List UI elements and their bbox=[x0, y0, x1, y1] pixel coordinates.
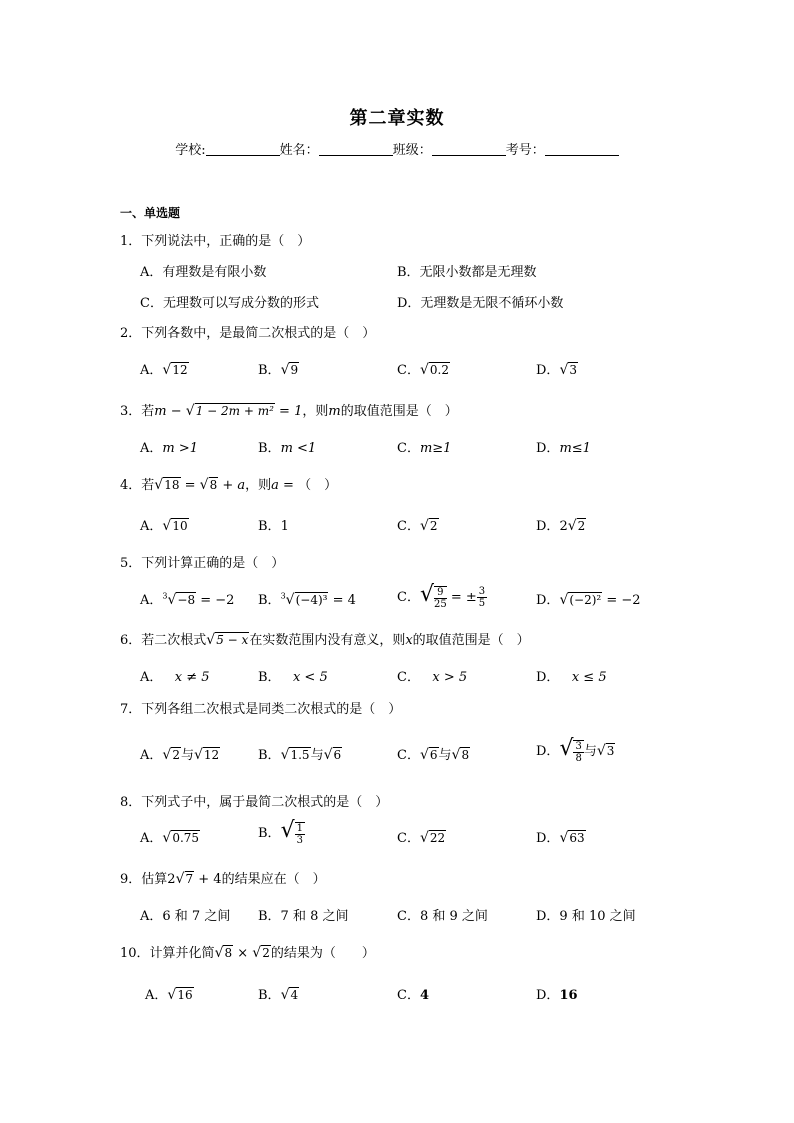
q1-option-d[interactable]: D．无理数是无限不循环小数 bbox=[397, 296, 564, 311]
q9-option-c[interactable]: C．8 和 9 之间 bbox=[397, 909, 488, 924]
sqrt-expression: √12 bbox=[193, 747, 220, 763]
option-value: m >1 bbox=[162, 441, 199, 456]
option-letter: A． bbox=[140, 831, 163, 846]
sqrt-expression: √0.75 bbox=[162, 830, 200, 846]
q1-option-b[interactable]: B．无限小数都是无理数 bbox=[397, 265, 537, 280]
radicand: 2 bbox=[577, 519, 586, 533]
question-text: 下列说法中，正确的是（ ） bbox=[141, 234, 311, 249]
math-term: + 4 bbox=[194, 872, 222, 887]
radicand: 6 bbox=[333, 748, 342, 762]
math-term: m − bbox=[154, 404, 186, 419]
sqrt-expression: √10 bbox=[162, 518, 188, 534]
radicand: 0.2 bbox=[429, 363, 449, 377]
sqrt-expression: √4 bbox=[280, 987, 299, 1003]
sqrt-expression: √3 bbox=[596, 743, 615, 759]
option-letter: D． bbox=[536, 988, 560, 1003]
option-letter: B． bbox=[258, 519, 281, 534]
math-variable: x bbox=[405, 633, 413, 648]
radicand: 8 bbox=[209, 478, 218, 492]
radicand: 9 bbox=[290, 363, 299, 377]
connector: 与 bbox=[583, 744, 597, 759]
question-text: 计算并化简 bbox=[149, 946, 215, 961]
radicand: 12 bbox=[172, 363, 188, 377]
radicand: 2 bbox=[262, 946, 270, 960]
radicand: 63 bbox=[569, 831, 585, 845]
option-value: 16 bbox=[559, 988, 578, 1003]
question-number: 7． bbox=[120, 702, 142, 717]
question-text: 在实数范围内没有意义，则 bbox=[249, 633, 406, 648]
question-text: 若 bbox=[141, 404, 155, 419]
sqrt-expression: √9 bbox=[280, 362, 299, 378]
numerator: 3 bbox=[575, 740, 582, 752]
sqrt-expression: √2 bbox=[162, 747, 180, 763]
sqrt-expression: √7 bbox=[175, 871, 194, 887]
question-text: 下列各组二次根式是同类二次根式的是（ ） bbox=[141, 702, 402, 717]
sqrt-expression: √8 bbox=[451, 747, 470, 763]
q6-option-c[interactable] bbox=[397, 666, 467, 685]
result: = −2 bbox=[196, 593, 235, 608]
q3-option-a[interactable] bbox=[140, 437, 198, 456]
connector: 与 bbox=[180, 748, 194, 763]
option-letter: B． bbox=[258, 441, 281, 456]
q5-option-c[interactable] bbox=[397, 582, 487, 610]
q1-option-c[interactable]: C．无理数可以写成分数的形式 bbox=[140, 296, 319, 311]
q10-option-b[interactable] bbox=[258, 984, 299, 1003]
question-2 bbox=[120, 322, 375, 341]
sqrt-expression: √18 bbox=[154, 477, 180, 493]
radicand: 3 bbox=[606, 744, 615, 758]
q10-option-d[interactable] bbox=[536, 984, 578, 1003]
radicand: 1.5 bbox=[290, 748, 310, 762]
sqrt-expression: √6 bbox=[323, 747, 342, 763]
option-value: x > 5 bbox=[432, 670, 468, 685]
option-letter: B． bbox=[258, 988, 281, 1003]
sqrt-expression: √1.5 bbox=[280, 747, 310, 763]
question-text: 若 bbox=[141, 478, 155, 493]
root-index: 3 bbox=[162, 591, 168, 601]
math-term: = 1 bbox=[274, 404, 303, 419]
q3-option-c[interactable] bbox=[397, 437, 451, 456]
q10-option-a[interactable] bbox=[145, 984, 194, 1003]
radicand: 10 bbox=[172, 519, 188, 533]
question-number: 4． bbox=[120, 478, 142, 493]
radicand: 8 bbox=[461, 748, 470, 762]
q6-option-a[interactable] bbox=[140, 666, 210, 685]
radicand: 5 − x bbox=[216, 633, 249, 647]
q4-option-c[interactable] bbox=[397, 515, 439, 534]
result: = −2 bbox=[602, 593, 641, 608]
question-text: 估算 bbox=[141, 872, 168, 887]
q5-option-d[interactable] bbox=[536, 589, 641, 608]
sqrt-expression: √12 bbox=[162, 362, 188, 378]
option-letter: D． bbox=[536, 519, 560, 534]
connector: 与 bbox=[310, 748, 324, 763]
question-number: 8． bbox=[120, 795, 142, 810]
radicand: 7 bbox=[185, 872, 194, 886]
option-letter: D． bbox=[536, 593, 560, 608]
option-letter: C． bbox=[397, 748, 420, 763]
radicand: −8 bbox=[177, 593, 196, 607]
question-text: 若二次根式 bbox=[141, 633, 207, 648]
option-letter: B． bbox=[258, 670, 281, 685]
option-value: x ≠ 5 bbox=[174, 670, 210, 685]
option-letter: A． bbox=[140, 593, 163, 608]
question-text: 下列式子中，属于最简二次根式的是（ ） bbox=[141, 795, 389, 810]
question-text: 的取值范围是（ ） bbox=[340, 404, 458, 419]
option-value: m≤1 bbox=[559, 441, 591, 456]
q7-option-b[interactable] bbox=[258, 744, 342, 763]
question-9 bbox=[120, 868, 326, 887]
radicand: 18 bbox=[164, 478, 180, 492]
sqrt-fraction: √ $\frac{9}{25}$ bbox=[419, 582, 447, 610]
question-number: 2． bbox=[120, 326, 142, 341]
question-number: 3． bbox=[120, 404, 142, 419]
q9-option-a[interactable]: A．6 和 7 之间 bbox=[140, 909, 231, 924]
question-text: 下列各数中，是最简二次根式的是（ ） bbox=[141, 326, 376, 341]
name-label: 姓名： bbox=[279, 143, 319, 158]
q4-option-d[interactable] bbox=[536, 515, 586, 534]
option-value: x ≤ 5 bbox=[571, 670, 607, 685]
option-letter: D． bbox=[536, 831, 560, 846]
question-number: 6． bbox=[120, 633, 142, 648]
option-letter: B． bbox=[258, 593, 281, 608]
question-8 bbox=[120, 791, 388, 810]
sqrt-expression: √5 − x bbox=[206, 632, 249, 648]
radicand: 1 − 2m + m² bbox=[195, 404, 274, 418]
q3-option-d[interactable] bbox=[536, 437, 591, 456]
question-text: 的取值范围是（ ） bbox=[412, 633, 530, 648]
q2-option-a[interactable] bbox=[140, 359, 189, 378]
cbrt-expression: √−8 bbox=[167, 592, 196, 608]
name-blank[interactable] bbox=[319, 141, 393, 156]
option-letter: D． bbox=[536, 441, 560, 456]
q3-option-b[interactable] bbox=[258, 437, 316, 456]
sqrt-fraction: √ $\frac{1}{3}$ bbox=[280, 818, 303, 846]
question-number: 5． bbox=[120, 556, 142, 571]
radicand: 2 bbox=[429, 519, 438, 533]
option-letter: C． bbox=[397, 988, 420, 1003]
q6-option-d[interactable] bbox=[536, 666, 607, 685]
q8-option-a[interactable] bbox=[140, 827, 200, 846]
radicand: 3 bbox=[569, 363, 577, 377]
option-value: m≥1 bbox=[419, 441, 452, 456]
question-number: 9． bbox=[120, 872, 142, 887]
option-value: 1 bbox=[280, 519, 289, 534]
connector: 与 bbox=[438, 748, 452, 763]
coefficient: 2 bbox=[167, 872, 176, 887]
question-text: 下列计算正确的是（ ） bbox=[141, 556, 285, 571]
q5-option-a[interactable] bbox=[140, 589, 234, 608]
question-number: 10． bbox=[120, 946, 150, 961]
option-letter: B． bbox=[258, 826, 281, 841]
question-text: （ ） bbox=[298, 478, 338, 493]
option-letter: A． bbox=[140, 519, 163, 534]
radicand: 22 bbox=[429, 831, 446, 845]
question-3 bbox=[120, 400, 458, 419]
sqrt-expression: √6 bbox=[419, 747, 438, 763]
radicand: 8 bbox=[224, 946, 233, 960]
math-variable: m bbox=[328, 404, 341, 419]
q7-option-a[interactable] bbox=[140, 744, 220, 763]
sqrt-expression: √63 bbox=[559, 830, 585, 846]
class-label: 班级： bbox=[392, 143, 432, 158]
option-letter: B． bbox=[258, 363, 281, 378]
denominator: 5 bbox=[478, 598, 486, 609]
sqrt-expression: √3 bbox=[559, 362, 577, 378]
option-value: m <1 bbox=[280, 441, 317, 456]
option-value: 4 bbox=[419, 988, 429, 1003]
option-value: x < 5 bbox=[292, 670, 328, 685]
option-letter: C． bbox=[397, 670, 420, 685]
question-10 bbox=[120, 942, 375, 961]
q2-option-b[interactable] bbox=[258, 359, 299, 378]
number-label: 考号： bbox=[505, 143, 545, 158]
option-letter: B． bbox=[258, 748, 281, 763]
question-5 bbox=[120, 552, 284, 571]
question-text: 的结果应在（ ） bbox=[221, 872, 326, 887]
q10-option-c[interactable] bbox=[397, 984, 429, 1003]
option-letter: D． bbox=[536, 363, 560, 378]
sqrt-expression: √1 − 2m + m² bbox=[185, 403, 274, 419]
question-7 bbox=[120, 698, 401, 717]
cbrt-expression: √(−4)³ bbox=[285, 592, 328, 608]
sqrt-expression: √2 bbox=[419, 518, 438, 534]
option-letter: A． bbox=[145, 988, 168, 1003]
q2-option-d[interactable] bbox=[536, 359, 578, 378]
sqrt-expression: √(−2)² bbox=[559, 592, 602, 608]
school-label: 学校: bbox=[175, 143, 206, 158]
option-letter: A． bbox=[140, 441, 163, 456]
math-term: + a bbox=[218, 478, 246, 493]
sqrt-expression: √8 bbox=[214, 945, 233, 961]
q2-option-c[interactable] bbox=[397, 359, 450, 378]
math-term: × bbox=[233, 946, 253, 961]
question-6 bbox=[120, 629, 530, 648]
radicand: 6 bbox=[429, 748, 438, 762]
q8-option-b[interactable] bbox=[258, 818, 305, 846]
numerator: 9 bbox=[434, 587, 447, 599]
option-letter: D． bbox=[536, 744, 560, 759]
q7-option-d[interactable] bbox=[536, 736, 615, 764]
option-letter: A． bbox=[140, 363, 163, 378]
radicand: 0.75 bbox=[172, 831, 200, 845]
result: = ± bbox=[446, 590, 477, 605]
page-title: 第二章实数 bbox=[349, 108, 445, 129]
q9-option-d[interactable]: D．9 和 10 之间 bbox=[536, 909, 636, 924]
math-variable: a = bbox=[271, 478, 299, 493]
question-text: 的结果为（ ） bbox=[270, 946, 375, 961]
option-letter: C． bbox=[397, 363, 420, 378]
numerator: 1 bbox=[296, 822, 303, 834]
result: = 4 bbox=[328, 593, 356, 608]
coefficient: 2 bbox=[559, 519, 568, 534]
denominator: 8 bbox=[575, 752, 582, 764]
q8-option-d[interactable] bbox=[536, 827, 586, 846]
denominator: 25 bbox=[433, 598, 447, 610]
number-blank[interactable] bbox=[545, 141, 619, 156]
option-letter: C． bbox=[397, 519, 420, 534]
q9-option-b[interactable]: B．7 和 8 之间 bbox=[258, 909, 349, 924]
question-1 bbox=[120, 230, 310, 249]
q6-option-b[interactable] bbox=[258, 666, 328, 685]
numerator: 3 bbox=[478, 586, 486, 597]
question-text: ，则 bbox=[245, 478, 272, 493]
q1-option-a[interactable]: A．有理数是有限小数 bbox=[140, 265, 267, 280]
radicand: 2 bbox=[172, 748, 180, 762]
question-4 bbox=[120, 474, 337, 493]
class-blank[interactable] bbox=[432, 141, 506, 156]
option-letter: D． bbox=[536, 670, 560, 685]
radicand: 4 bbox=[290, 988, 299, 1002]
sqrt-expression: √0.2 bbox=[419, 362, 449, 378]
sqrt-expression: √16 bbox=[167, 987, 193, 1003]
math-term: = bbox=[180, 478, 200, 493]
q4-option-b[interactable] bbox=[258, 515, 289, 534]
radicand: (−2)² bbox=[569, 593, 602, 607]
option-letter: A． bbox=[140, 748, 163, 763]
option-letter: A． bbox=[140, 670, 163, 685]
radicand: 12 bbox=[203, 748, 220, 762]
radicand: 16 bbox=[177, 988, 193, 1002]
option-letter: C． bbox=[397, 831, 420, 846]
question-number: 1． bbox=[120, 234, 142, 249]
student-info-line bbox=[0, 139, 794, 158]
q4-option-a[interactable] bbox=[140, 515, 189, 534]
sqrt-expression: √2 bbox=[567, 518, 586, 534]
sqrt-expression: √8 bbox=[199, 477, 218, 493]
option-letter: C． bbox=[397, 590, 420, 605]
q5-option-b[interactable] bbox=[258, 589, 356, 608]
sqrt-fraction: √ $\frac{3}{8}$ bbox=[559, 736, 582, 764]
root-index: 3 bbox=[280, 591, 286, 601]
q8-option-c[interactable] bbox=[397, 827, 446, 846]
school-blank[interactable] bbox=[206, 141, 280, 156]
q7-option-c[interactable] bbox=[397, 744, 470, 763]
question-text: ，则 bbox=[302, 404, 329, 419]
radicand: (−4)³ bbox=[295, 593, 328, 607]
sqrt-expression: √22 bbox=[419, 830, 446, 846]
section-heading: 一、单选题 bbox=[120, 206, 181, 220]
denominator: 3 bbox=[296, 834, 303, 846]
sqrt-expression: √2 bbox=[252, 945, 270, 961]
option-letter: C． bbox=[397, 441, 420, 456]
